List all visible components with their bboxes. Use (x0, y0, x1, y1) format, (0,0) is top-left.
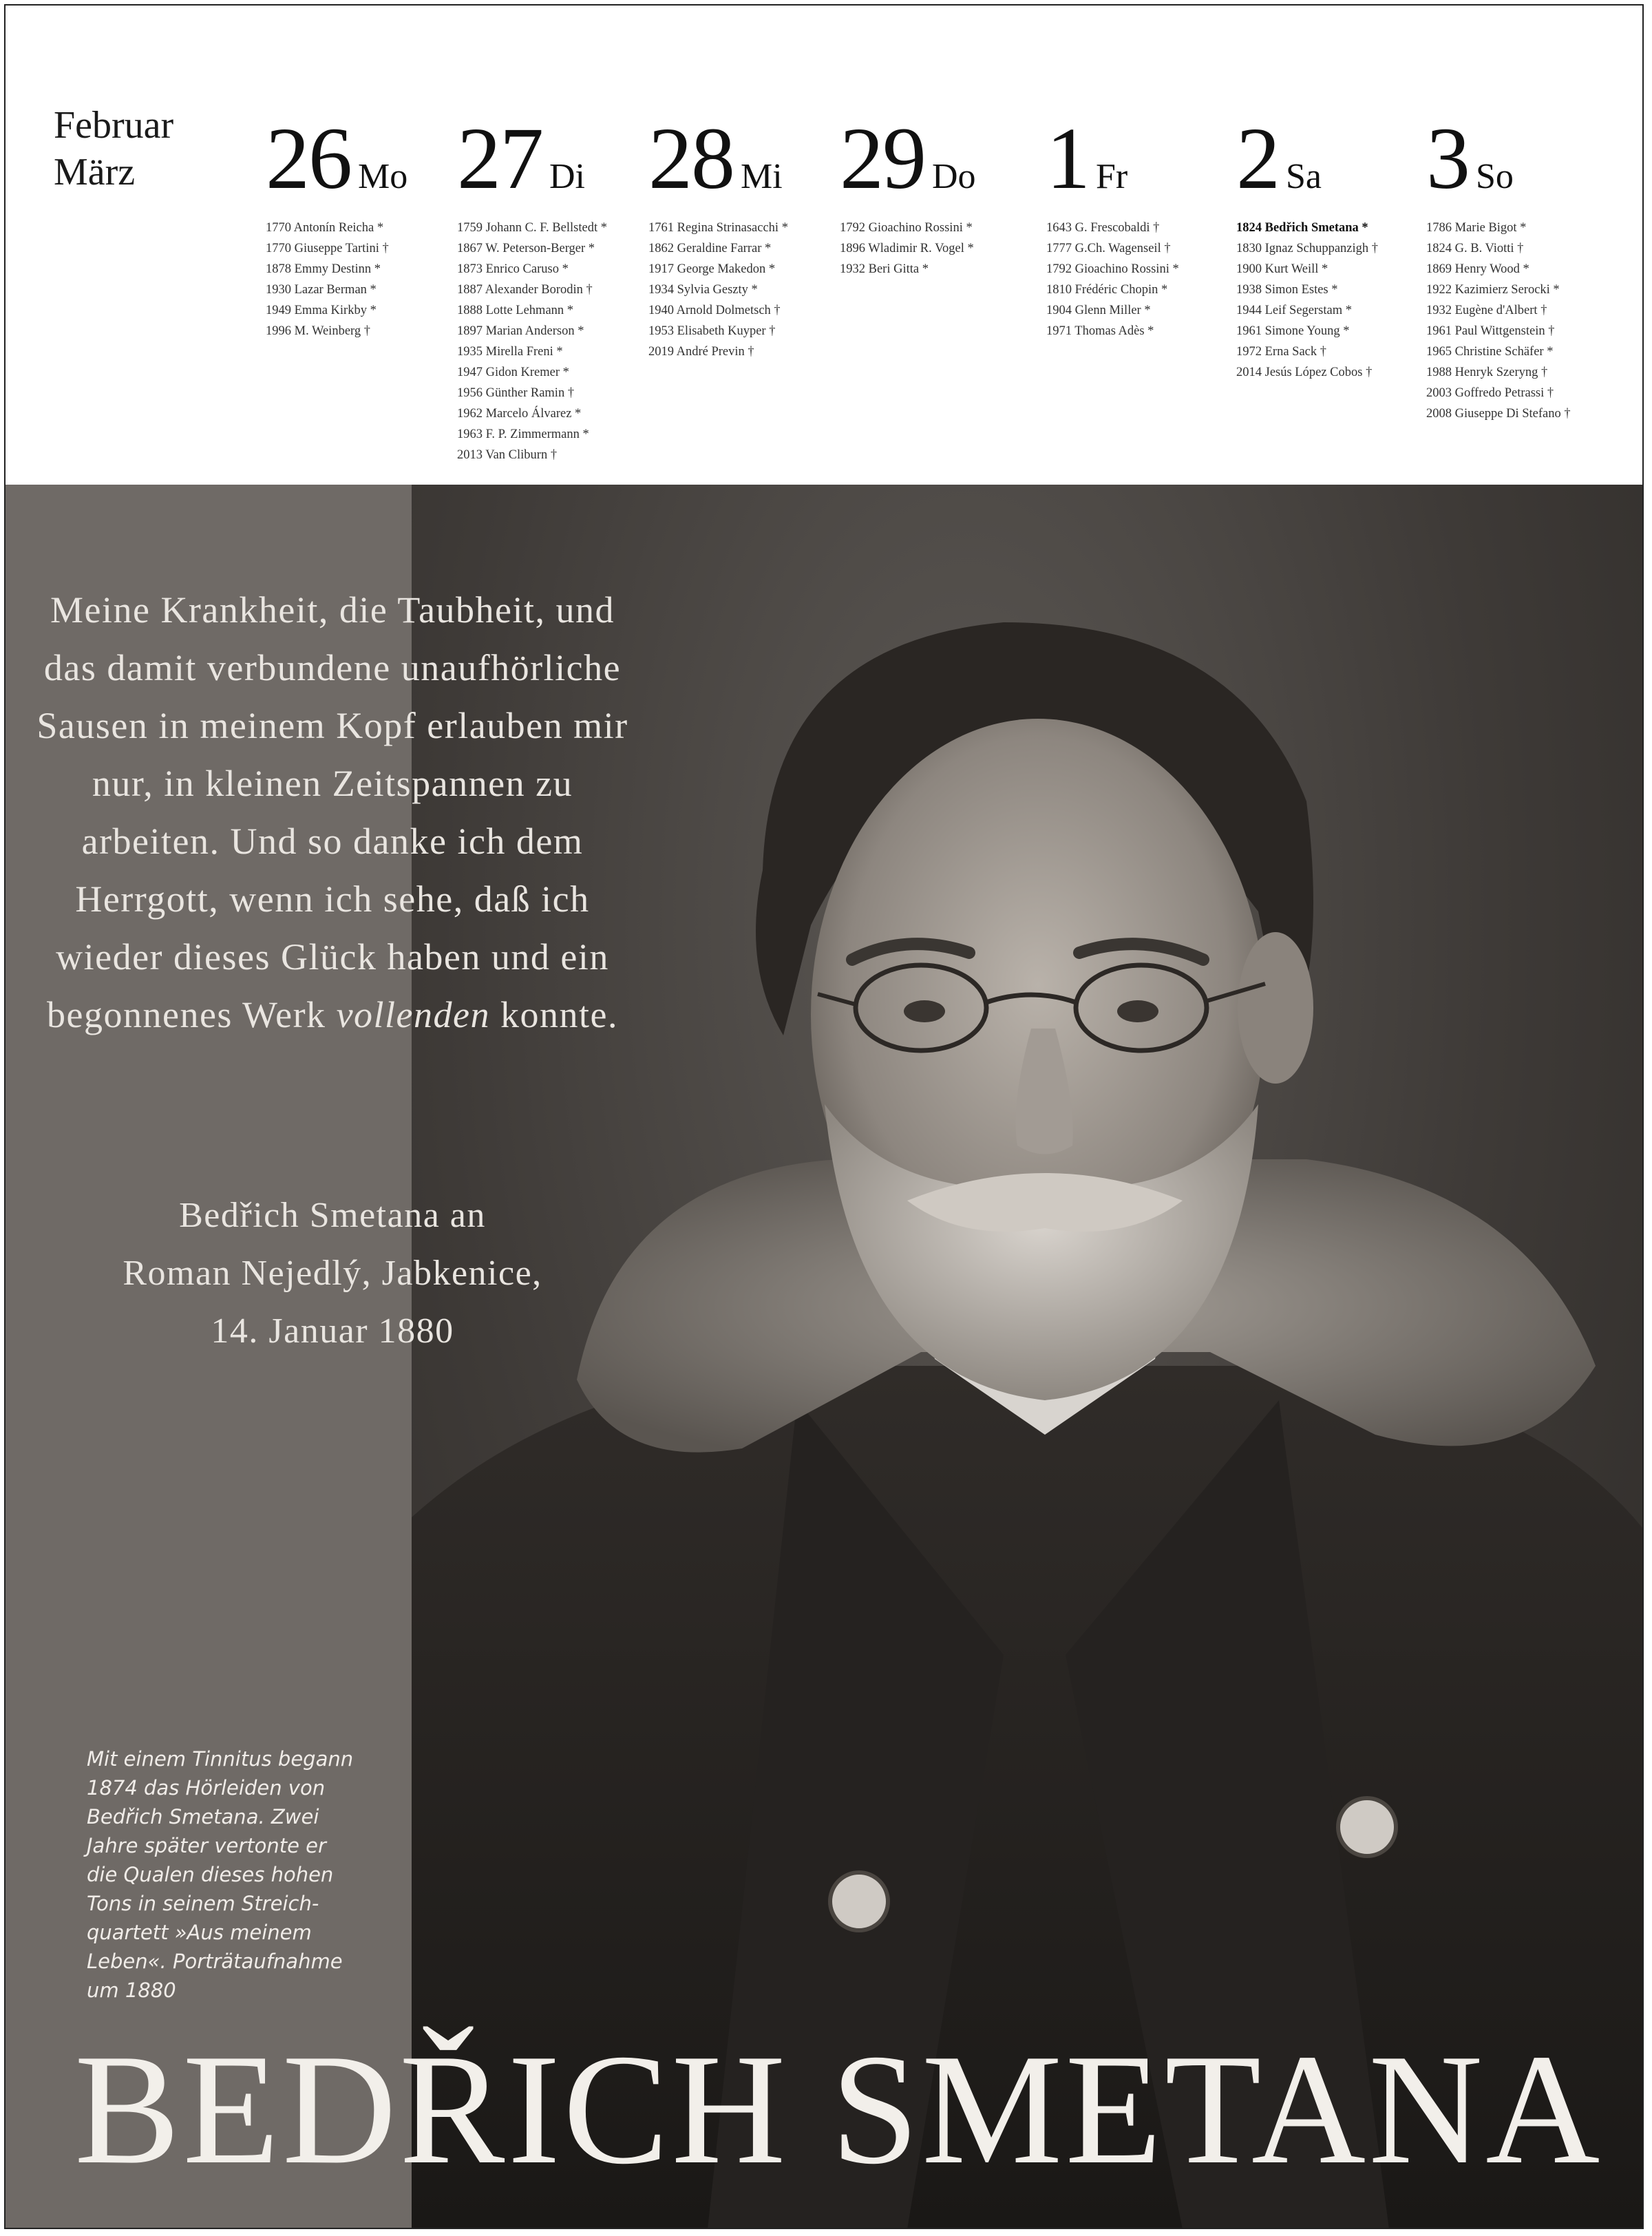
day-column-1 (457, 109, 646, 465)
event-item: 1930 Lazar Berman * (266, 283, 377, 297)
event-item: 1932 Beri Gitta * (840, 262, 929, 276)
calendar-page (4, 4, 1644, 2229)
quote-ending: konnte. (500, 994, 618, 1035)
photo-caption (87, 1744, 390, 2005)
event-item: 1810 Frédéric Chopin * (1046, 283, 1168, 297)
quote-emphasis: vollenden (336, 994, 490, 1035)
weekday-name: Do (932, 157, 976, 196)
event-list (457, 218, 646, 465)
day-column-6 (1426, 109, 1616, 424)
month-labels (54, 102, 173, 196)
event-item: 1988 Henryk Szeryng † (1426, 366, 1548, 379)
event-item: 1830 Ignaz Schuppanzigh † (1236, 242, 1379, 255)
day-number: 1 (1046, 109, 1089, 207)
event-item: 1947 Gidon Kremer * (457, 366, 569, 379)
composer-last-name: SMETANA (831, 2021, 1603, 2197)
weekday-name: Mo (358, 157, 408, 196)
event-list (266, 218, 455, 341)
event-item: 1862 Geraldine Farrar * (648, 242, 772, 255)
event-item: 1770 Antonín Reicha * (266, 221, 384, 235)
event-item: 1971 Thomas Adès * (1046, 324, 1154, 338)
event-item: 1770 Giuseppe Tartini † (266, 242, 389, 255)
event-item: 1953 Elisabeth Kuyper † (648, 324, 776, 338)
event-item: 1965 Christine Schäfer * (1426, 345, 1554, 359)
day-number: 26 (266, 109, 351, 207)
event-item: 1917 George Makedon * (648, 262, 776, 276)
day-header (1236, 109, 1426, 211)
event-list (1236, 218, 1426, 383)
event-item: 1873 Enrico Caruso * (457, 262, 569, 276)
event-item: 1932 Eugène d'Albert † (1426, 304, 1547, 317)
event-item: 1786 Marie Bigot * (1426, 221, 1527, 235)
event-list (840, 218, 1029, 280)
caption-line: Bedřich Smetana. Zwei (87, 1805, 319, 1828)
event-item: 1900 Kurt Weill * (1236, 262, 1328, 276)
event-item: 1867 W. Peterson-Berger * (457, 242, 595, 255)
quote-main: Meine Krankheit, die Taubheit, und das damit verbundene unaufhörliche Sausen in meinem Kopf erlauben mir nur, in kleinen Zeitspannen zu arbeiten. Und so danke ich dem Herrgott, wenn ich sehe, daß ich wieder dieses Glück haben und ein begonnenes Werk (36, 589, 628, 1035)
event-item: 1935 Mirella Freni * (457, 345, 563, 359)
event-item: 1897 Marian Anderson * (457, 324, 584, 338)
day-column-2 (648, 109, 838, 362)
event-item: 1869 Henry Wood * (1426, 262, 1529, 276)
event-item: 1878 Emmy Destinn * (266, 262, 381, 276)
caption-line: um 1880 (87, 1979, 176, 2002)
event-list (1426, 218, 1616, 424)
event-item: 1996 M. Weinberg † (266, 324, 370, 338)
event-item: 1792 Gioachino Rossini * (1046, 262, 1179, 276)
day-header (840, 109, 1029, 211)
day-header (1046, 109, 1236, 211)
event-list (1046, 218, 1236, 341)
weekday-name: So (1476, 157, 1514, 196)
event-item: 1887 Alexander Borodin † (457, 283, 593, 297)
day-column-4 (1046, 109, 1236, 341)
attribution-line: 14. Januar 1880 (211, 1311, 454, 1351)
event-item: 1824 G. B. Viotti † (1426, 242, 1524, 255)
quote-attribution (33, 1187, 632, 1360)
event-item: 1922 Kazimierz Serocki * (1426, 283, 1560, 297)
caption-line: Jahre später vertonte er (87, 1834, 326, 1857)
event-item: 1777 G.Ch. Wagenseil † (1046, 242, 1171, 255)
event-item: 1944 Leif Segerstam * (1236, 304, 1352, 317)
event-list (648, 218, 838, 362)
event-item: 1934 Sylvia Geszty * (648, 283, 758, 297)
month-february: Februar (54, 104, 174, 147)
day-column-5 (1236, 109, 1426, 383)
caption-line: Leben«. Porträtaufnahme (87, 1950, 343, 1973)
event-item: 1761 Regina Strinasacchi * (648, 221, 788, 235)
caption-line: 1874 das Hörleiden von (87, 1776, 326, 1800)
attribution-line: Roman Nejedlý, Jabkenice, (123, 1254, 542, 1293)
day-number: 29 (840, 109, 925, 207)
event-item: 1972 Erna Sack † (1236, 345, 1327, 359)
event-item: 1792 Gioachino Rossini * (840, 221, 973, 235)
day-header (266, 109, 455, 211)
event-item: 1962 Marcelo Álvarez * (457, 407, 582, 421)
composer-name (74, 2021, 1603, 2197)
quote-text (33, 581, 632, 1044)
attribution-line: Bedřich Smetana an (179, 1196, 486, 1235)
day-column-3 (840, 109, 1029, 280)
weekday-name: Mi (741, 157, 783, 196)
event-item: 1643 G. Frescobaldi † (1046, 221, 1160, 235)
event-item-highlighted: 1824 Bedřich Smetana * (1236, 221, 1368, 235)
event-item: 2019 André Previn † (648, 345, 754, 359)
event-item: 1938 Simon Estes * (1236, 283, 1338, 297)
caption-line: quartett »Aus meinem (87, 1921, 312, 1944)
day-header (457, 109, 646, 211)
caption-line: Tons in seinem Streich- (87, 1892, 319, 1915)
day-number: 3 (1426, 109, 1469, 207)
event-item: 1896 Wladimir R. Vogel * (840, 242, 974, 255)
event-item: 2008 Giuseppe Di Stefano † (1426, 407, 1571, 421)
event-item: 2003 Goffredo Petrassi † (1426, 386, 1554, 400)
day-header (1426, 109, 1616, 211)
caption-line: Mit einem Tinnitus begann (87, 1747, 354, 1771)
event-item: 1961 Simone Young * (1236, 324, 1350, 338)
event-item: 1888 Lotte Lehmann * (457, 304, 574, 317)
event-item: 2014 Jesús López Cobos † (1236, 366, 1373, 379)
event-item: 1961 Paul Wittgenstein † (1426, 324, 1555, 338)
month-march: März (54, 151, 136, 193)
event-item: 1940 Arnold Dolmetsch † (648, 304, 781, 317)
day-number: 2 (1236, 109, 1279, 207)
weekday-name: Di (549, 157, 585, 196)
day-number: 27 (457, 109, 542, 207)
day-number: 28 (648, 109, 734, 207)
day-header (648, 109, 838, 211)
event-item: 1904 Glenn Miller * (1046, 304, 1151, 317)
event-item: 1956 Günther Ramin † (457, 386, 575, 400)
composer-first-name: BEDŘICH (74, 2021, 789, 2197)
event-item: 1949 Emma Kirkby * (266, 304, 377, 317)
event-item: 2013 Van Cliburn † (457, 448, 558, 462)
weekday-name: Sa (1286, 157, 1322, 196)
event-item: 1759 Johann C. F. Bellstedt * (457, 221, 607, 235)
weekday-name: Fr (1096, 157, 1128, 196)
event-item: 1963 F. P. Zimmermann * (457, 428, 589, 441)
feature-panel (6, 485, 1644, 2229)
caption-line: die Qualen dieses hohen (87, 1863, 334, 1886)
day-column-0 (266, 109, 455, 341)
